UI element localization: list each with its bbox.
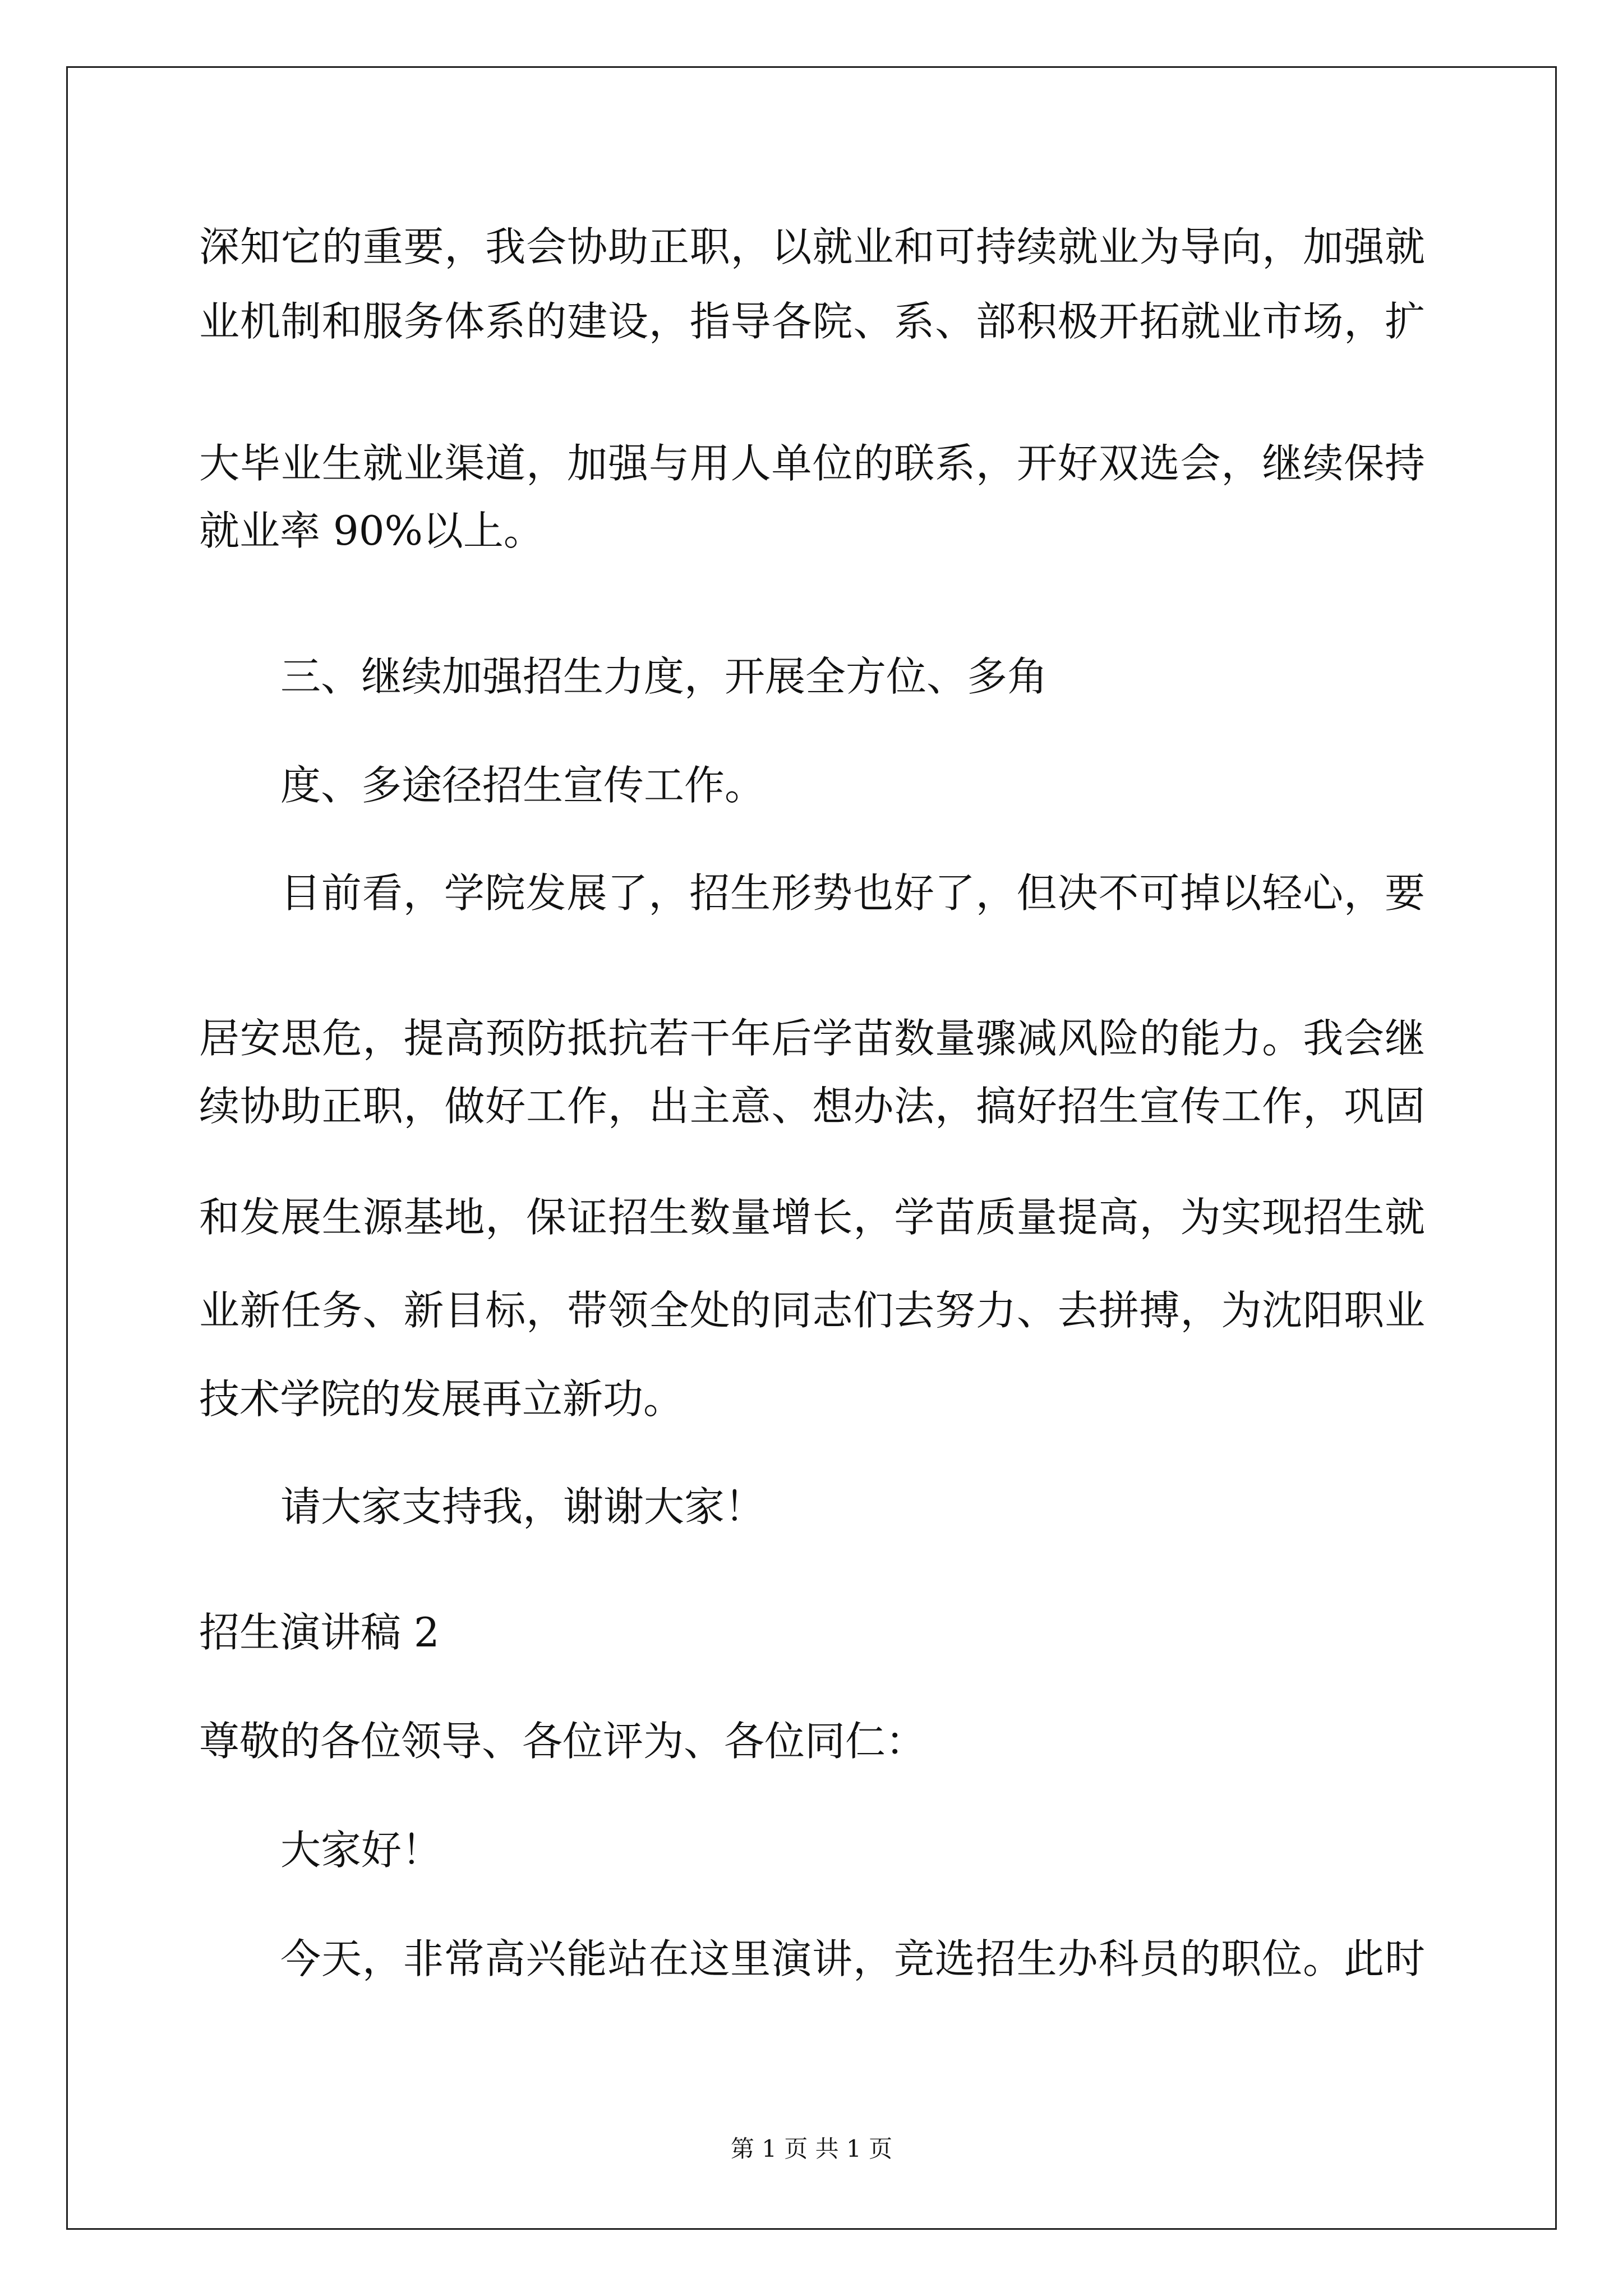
body-line: 目前看，学院发展了，招生形势也好了，但决不可掉以轻心，要 <box>280 869 1425 917</box>
salutation: 尊敬的各位领导、各位评为、各位同仁： <box>199 1718 926 1765</box>
body-line: 续协助正职，做好工作，出主意、想办法，搞好招生宣传工作，巩固 <box>199 1083 1425 1130</box>
body-line: 业机制和服务体系的建设，指导各院、系、部积极开拓就业市场，扩 <box>199 298 1425 345</box>
body-line: 和发展生源基地，保证招生数量增长，学苗质量提高，为实现招生就 <box>199 1194 1425 1241</box>
body-line: 深知它的重要，我会协助正职，以就业和可持续就业为导向，加强就 <box>199 223 1425 270</box>
document-title: 招生演讲稿 2 <box>199 1609 440 1656</box>
greeting: 大家好！ <box>280 1826 442 1874</box>
body-line: 今天，非常高兴能站在这里演讲，竞选招生办科员的职位。此时 <box>280 1935 1425 1982</box>
section-heading-continued: 度、多途径招生宣传工作。 <box>280 762 766 809</box>
page-footer: 第 1 页 共 1 页 <box>730 2135 893 2162</box>
body-line: 大毕业生就业渠道，加强与用人单位的联系，开好双选会，继续保持 <box>199 440 1425 487</box>
body-line: 居安思危，提高预防抵抗若干年后学苗数量骤减风险的能力。我会继 <box>199 1015 1425 1062</box>
body-line: 技术学院的发展再立新功。 <box>199 1375 684 1423</box>
closing-line: 请大家支持我，谢谢大家！ <box>280 1483 766 1530</box>
section-heading: 三、继续加强招生力度，开展全方位、多角 <box>280 653 1048 700</box>
page-border <box>66 66 1557 2230</box>
body-line: 业新任务、新目标，带领全处的同志们去努力、去拼搏，为沈阳职业 <box>199 1287 1425 1334</box>
body-line: 就业率 90%以上。 <box>199 507 544 554</box>
